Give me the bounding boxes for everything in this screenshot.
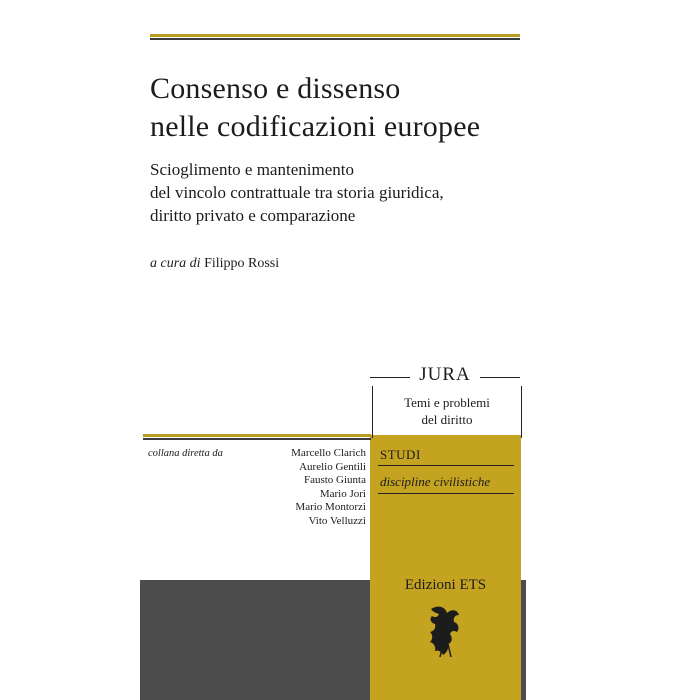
book-title xyxy=(150,70,480,146)
series-rule xyxy=(143,434,371,440)
series-section: STUDI xyxy=(380,447,421,462)
director-name: Mario Jori xyxy=(319,487,366,500)
griffin-logo-icon xyxy=(423,603,465,659)
editor-name: Filippo Rossi xyxy=(204,256,280,271)
series-subsection: discipline civilistiche xyxy=(380,474,491,489)
series-name-wrap xyxy=(370,364,520,386)
series-subtitle-line-1: Temi e problemi xyxy=(404,395,490,410)
subtitle-line-2: del vincolo contrattuale tra storia giuridica, xyxy=(150,183,444,202)
editor-prefix: a cura di xyxy=(150,256,201,271)
section-rule xyxy=(378,465,514,466)
director-name: Aurelio Gentili xyxy=(299,460,366,473)
title-line-1: Consenso e dissenso xyxy=(150,72,401,105)
book-subtitle xyxy=(150,158,510,227)
director-name: Fausto Giunta xyxy=(303,474,366,486)
series-subtitle xyxy=(372,394,522,428)
publisher-name: Edizioni ETS xyxy=(404,577,487,593)
subsection-rule xyxy=(378,493,514,494)
director-name: Vito Velluzzi xyxy=(308,514,366,527)
director-name: Mario Montorzi xyxy=(295,501,366,513)
collana-label: collana diretta da xyxy=(148,448,223,459)
directors-list xyxy=(230,447,366,528)
editor-credit xyxy=(150,256,279,272)
title-line-2: nelle codificazioni europee xyxy=(150,110,481,143)
series-name: JURA xyxy=(419,364,471,385)
subtitle-line-3: diritto privato e comparazione xyxy=(150,206,356,225)
top-rule xyxy=(150,34,520,40)
subtitle-line-1: Scioglimento e mantenimento xyxy=(150,160,354,179)
director-name: Marcello Clarich xyxy=(291,447,366,459)
series-subtitle-line-2: del diritto xyxy=(421,412,473,427)
